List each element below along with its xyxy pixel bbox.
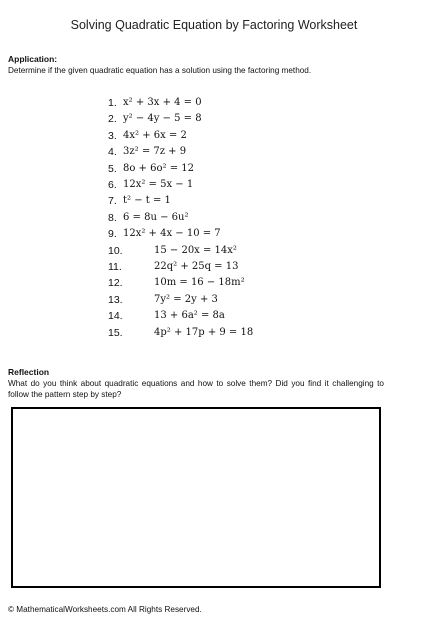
problem-equation: 13 + 6a² = 8a bbox=[154, 310, 225, 322]
problem-number: 1. bbox=[108, 97, 117, 109]
problem-number: 6. bbox=[108, 179, 117, 191]
application-instructions: Determine if the given quadratic equation has a solution using the factoring method. bbox=[8, 66, 312, 75]
problem-equation: 6 = 8u − 6u² bbox=[123, 211, 189, 223]
reflection-answer-box[interactable] bbox=[11, 407, 381, 588]
problem-number: 12. bbox=[108, 277, 123, 290]
application-heading: Application: bbox=[8, 54, 58, 64]
problem-equation: 4x² + 6x = 2 bbox=[123, 129, 187, 141]
worksheet-title: Solving Quadratic Equation by Factoring Worksheet bbox=[70, 18, 358, 32]
problem-number: 7. bbox=[108, 195, 117, 208]
problem-number: 2. bbox=[108, 113, 117, 126]
copyright-footer: © MathematicalWorksheets.com All Rights Reserved. bbox=[8, 605, 202, 614]
problem-number: 11. bbox=[108, 261, 122, 273]
problem-number: 8. bbox=[108, 211, 117, 224]
problem-equation: 10m = 16 − 18m² bbox=[154, 277, 245, 289]
problem-equation: x² + 3x + 4 = 0 bbox=[123, 97, 202, 108]
problem-number: 9. bbox=[108, 228, 117, 241]
problem-equation: 12x² = 5x − 1 bbox=[123, 179, 194, 190]
problem-equation: 3z² = 7z + 9 bbox=[123, 146, 187, 158]
problem-number: 4. bbox=[108, 146, 117, 159]
problem-equation: t² − t = 1 bbox=[123, 195, 171, 207]
problem-equation: 7y² = 2y + 3 bbox=[154, 293, 218, 305]
problem-number: 3. bbox=[108, 129, 117, 142]
problem-number: 13. bbox=[108, 293, 123, 306]
problem-equation: y² − 4y − 5 = 8 bbox=[123, 113, 202, 125]
problem-number: 10. bbox=[108, 244, 123, 257]
problem-equation: 8o + 6o² = 12 bbox=[123, 162, 194, 174]
problem-equation: 12x² + 4x − 10 = 7 bbox=[123, 228, 221, 240]
reflection-heading: Reflection bbox=[8, 367, 50, 377]
problem-number: 15. bbox=[108, 326, 123, 339]
problem-number: 14. bbox=[108, 310, 123, 323]
problem-equation: 4p² + 17p + 9 = 18 bbox=[154, 326, 254, 338]
reflection-question: What do you think about quadratic equations and how to solve them? Did you find it challenging to follow the pattern step by step? bbox=[8, 379, 384, 399]
problem-equation: 15 − 20x = 14x² bbox=[154, 244, 237, 256]
problem-number: 5. bbox=[108, 162, 117, 175]
problem-equation: 22q² + 25q = 13 bbox=[154, 261, 239, 272]
